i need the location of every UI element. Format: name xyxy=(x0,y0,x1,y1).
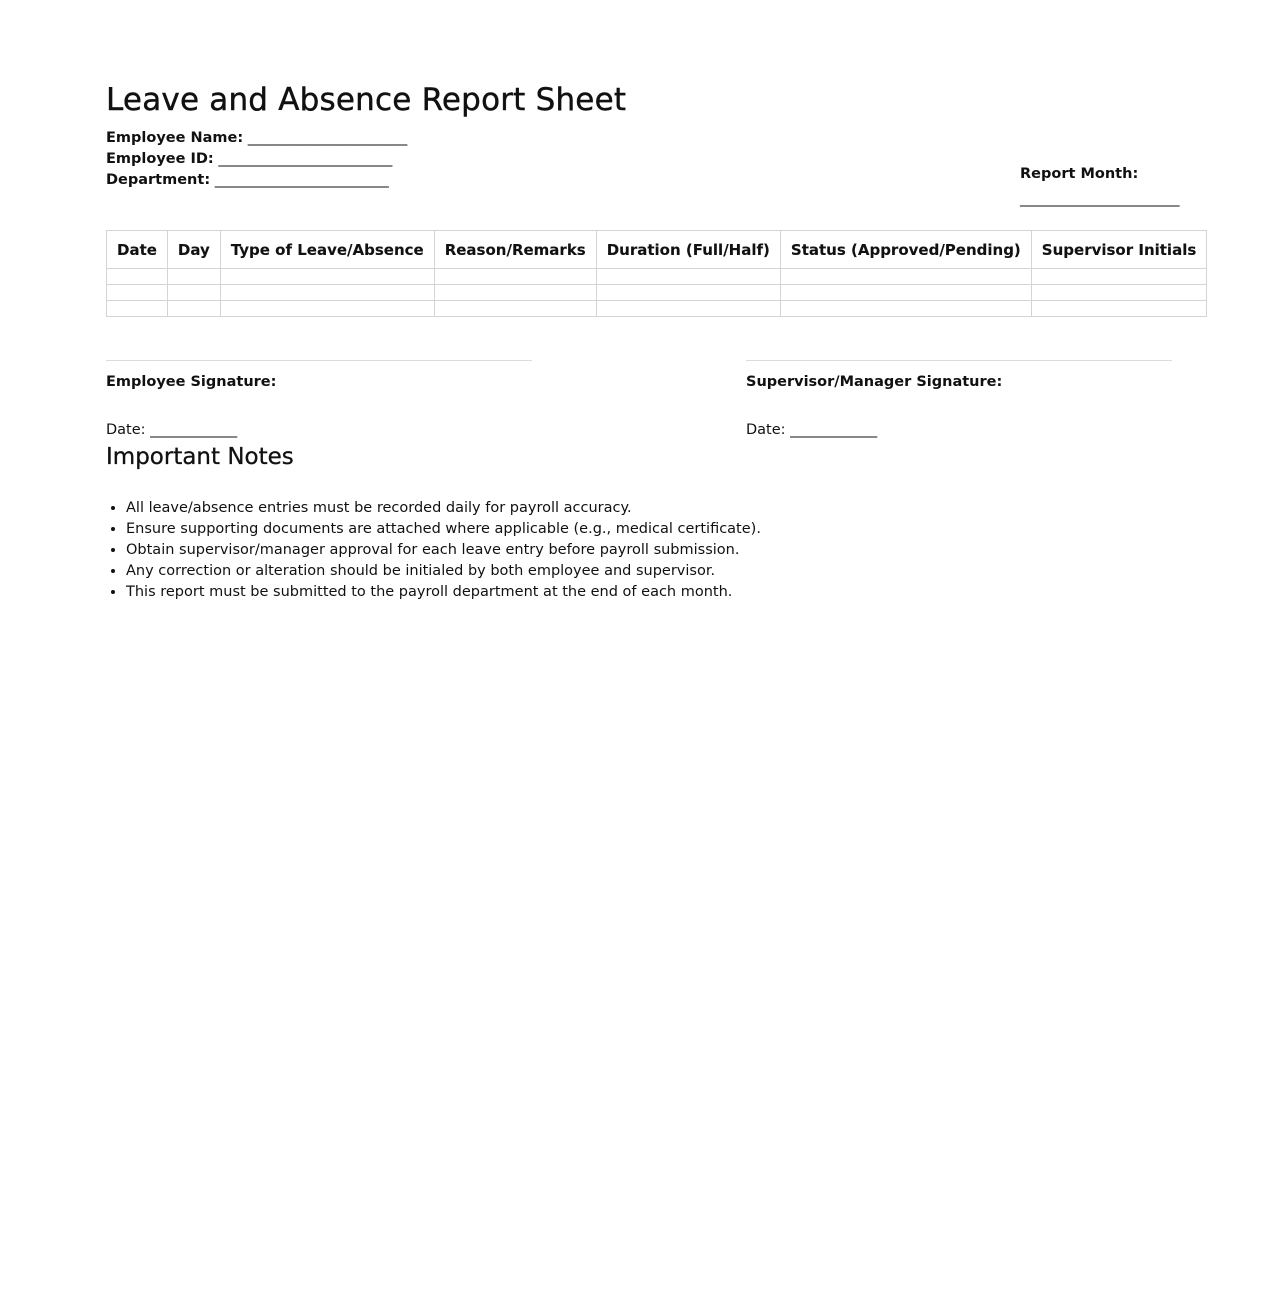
table-cell[interactable] xyxy=(1031,301,1206,317)
table-cell[interactable] xyxy=(1031,269,1206,285)
table-cell[interactable] xyxy=(596,285,780,301)
report-month-blank: ______________________ xyxy=(1020,191,1180,207)
report-month-field xyxy=(1020,164,1180,210)
supervisor-date-blank: ____________ xyxy=(790,422,878,438)
leave-log-table xyxy=(106,230,1207,317)
column-header: Date xyxy=(107,231,168,269)
table-cell[interactable] xyxy=(434,269,596,285)
department-field xyxy=(106,170,407,191)
table-cell[interactable] xyxy=(1031,285,1206,301)
table-cell[interactable] xyxy=(107,301,168,317)
column-header: Reason/Remarks xyxy=(434,231,596,269)
important-notes-section xyxy=(106,442,1172,603)
page-title: Leave and Absence Report Sheet xyxy=(106,82,627,118)
table-cell[interactable] xyxy=(220,285,434,301)
table-cell[interactable] xyxy=(167,301,220,317)
supervisor-signature-block xyxy=(746,360,1172,439)
table-row xyxy=(107,285,1207,301)
table-cell[interactable] xyxy=(596,301,780,317)
department-label: Department: xyxy=(106,172,211,188)
employee-id-blank: ________________________ xyxy=(218,151,393,167)
employee-signature-block xyxy=(106,360,532,439)
employee-date-label: Date: xyxy=(106,422,146,438)
report-sheet xyxy=(106,80,1197,600)
employee-signature-date xyxy=(106,421,532,439)
employee-name-blank: ______________________ xyxy=(247,130,408,146)
employee-name-field xyxy=(106,128,407,149)
table-header-row xyxy=(107,231,1207,269)
list-item: • Obtain supervisor/manager approval for each leave entry before payroll submission. xyxy=(126,540,1172,561)
employee-fields xyxy=(106,128,407,191)
column-header: Day xyxy=(167,231,220,269)
supervisor-date-label: Date: xyxy=(746,422,786,438)
table-cell[interactable] xyxy=(434,285,596,301)
notes-heading: Important Notes xyxy=(106,444,294,470)
employee-id-label: Employee ID: xyxy=(106,151,214,167)
table-cell[interactable] xyxy=(780,285,1031,301)
notes-list xyxy=(106,498,1172,603)
table-cell[interactable] xyxy=(780,269,1031,285)
supervisor-signature-date xyxy=(746,421,1172,439)
list-item: • Ensure supporting documents are attached where applicable (e.g., medical certificate). xyxy=(126,519,1172,540)
employee-signature-line xyxy=(106,360,532,361)
table-cell[interactable] xyxy=(596,269,780,285)
table-cell[interactable] xyxy=(780,301,1031,317)
employee-id-field xyxy=(106,149,407,170)
column-header: Duration (Full/Half) xyxy=(596,231,780,269)
supervisor-signature-line xyxy=(746,360,1172,361)
column-header: Supervisor Initials xyxy=(1031,231,1206,269)
employee-date-blank: ____________ xyxy=(150,422,238,438)
table-cell[interactable] xyxy=(220,301,434,317)
header-fields xyxy=(106,120,1180,207)
employee-signature-label: Employee Signature: xyxy=(106,374,277,390)
department-blank: ________________________ xyxy=(214,172,389,188)
supervisor-signature-label: Supervisor/Manager Signature: xyxy=(746,374,1003,390)
table-cell[interactable] xyxy=(107,285,168,301)
list-item: • Any correction or alteration should be initialed by both employee and supervisor. xyxy=(126,561,1172,582)
report-month-label: Report Month: xyxy=(1020,166,1139,182)
table-cell[interactable] xyxy=(167,285,220,301)
list-item: • This report must be submitted to the payroll department at the end of each month. xyxy=(126,582,1172,603)
employee-name-label: Employee Name: xyxy=(106,130,244,146)
table-cell[interactable] xyxy=(220,269,434,285)
column-header: Status (Approved/Pending) xyxy=(780,231,1031,269)
list-item: • All leave/absence entries must be recorded daily for payroll accuracy. xyxy=(126,498,1172,519)
column-header: Type of Leave/Absence xyxy=(220,231,434,269)
table-cell[interactable] xyxy=(167,269,220,285)
table-row xyxy=(107,269,1207,285)
table-cell[interactable] xyxy=(107,269,168,285)
table-row xyxy=(107,301,1207,317)
table-cell[interactable] xyxy=(434,301,596,317)
